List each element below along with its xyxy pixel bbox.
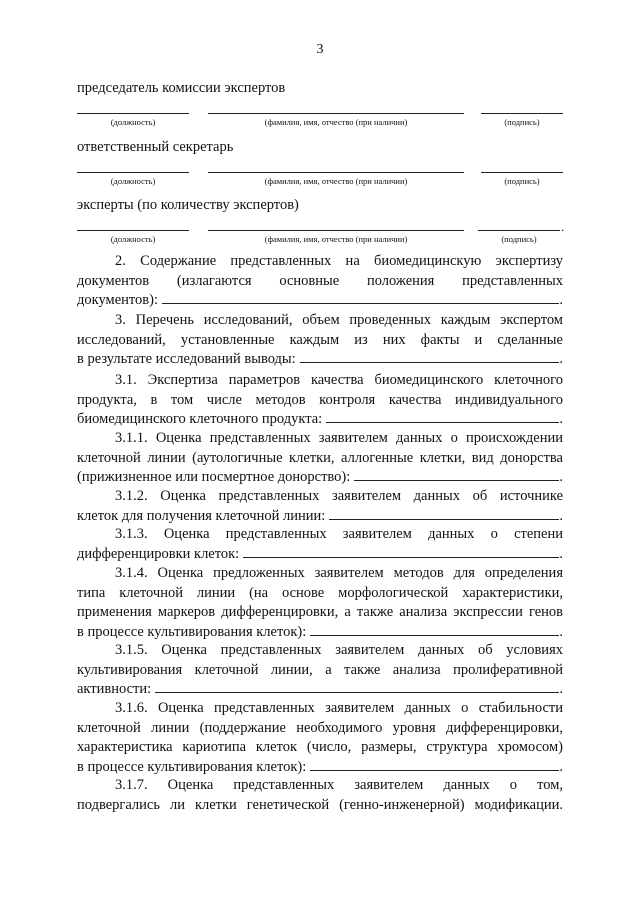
position-caption: (должность)	[110, 176, 156, 186]
line-text: документов (излагаются основные положения представленных	[77, 272, 563, 289]
line-text: клеточной линии (поддержание необходимого уровня дифференцировки,	[77, 719, 563, 736]
section-line	[77, 776, 563, 796]
name-caption: (фамилия, имя, отчество (при наличии)	[264, 117, 408, 127]
name-caption: (фамилия, имя, отчество (при наличии)	[264, 234, 408, 244]
name-line	[208, 172, 464, 173]
line-text: клеточной линии (аутологичные клетки, аллогенные клетки, вид донорства	[77, 449, 563, 466]
name-caption: (фамилия, имя, отчество (при наличии)	[264, 176, 408, 186]
fill-in-line[interactable]	[243, 545, 559, 558]
line-text: 3.1.7. Оценка представленных заявителем данных о том,	[115, 777, 563, 793]
section-line	[77, 641, 563, 661]
line-text: 3.1.6. Оценка представленных заявителем данных о стабильности	[115, 700, 563, 716]
line-text: исследований, установленные каждым из них факты и сделанные	[77, 331, 563, 348]
line-text: 3. Перечень исследований, объем проведенных каждым экспертом	[115, 312, 563, 328]
period-mark: .	[559, 507, 563, 524]
chairman-signature-row	[0, 113, 640, 137]
section-line	[77, 758, 563, 778]
period-mark: .	[559, 292, 563, 308]
section-2	[77, 252, 563, 311]
line-text: 3.1.5. Оценка представленных заявителем данных об условиях	[115, 642, 563, 658]
chairman-title: председатель комиссии экспертов	[77, 80, 286, 96]
line-text: в процессе культивирования клеток):	[77, 623, 307, 640]
section-line	[77, 487, 563, 507]
fill-in-line[interactable]	[354, 468, 559, 481]
section-3-1-3	[77, 525, 563, 564]
experts-title: эксперты (по количеству экспертов)	[77, 197, 299, 213]
period-mark: .	[559, 469, 563, 485]
signature-line	[481, 113, 563, 114]
signature-line	[481, 172, 563, 173]
section-3-1	[77, 371, 563, 430]
position-line	[77, 230, 189, 231]
section-line	[77, 350, 563, 370]
fill-in-line[interactable]	[300, 350, 560, 363]
line-text: клеток для получения клеточной линии:	[77, 507, 326, 524]
section-line	[77, 699, 563, 719]
position-caption: (должность)	[110, 117, 156, 127]
period-mark: .	[559, 545, 563, 562]
section-3-1-5	[77, 641, 563, 700]
line-text: применения маркеров дифференцировки, а также анализа экспрессии генов	[77, 604, 563, 620]
section-line	[77, 661, 563, 681]
line-text: культивирования клеточной линии, а также анализа пролиферативной	[77, 661, 563, 678]
fill-in-line[interactable]	[162, 291, 559, 304]
name-line	[208, 113, 464, 114]
section-3-1-1	[77, 429, 563, 488]
section-line	[77, 623, 563, 643]
section-line	[77, 584, 563, 604]
line-text: (прижизненное или посмертное донорство):	[77, 469, 351, 485]
page-number: 3	[316, 42, 324, 57]
section-3-1-7	[77, 776, 563, 815]
section-line	[77, 252, 563, 272]
period-mark: .	[561, 219, 565, 234]
position-caption: (должность)	[110, 234, 156, 244]
line-text: 3.1.3. Оценка представленных заявителем данных о степени	[115, 526, 563, 542]
line-text: подвергались ли клетки генетической (генно-инженерной) модификации.	[77, 796, 563, 813]
section-line	[77, 391, 563, 411]
section-3-1-4	[77, 564, 563, 642]
secretary-signature-row	[0, 172, 640, 196]
line-text: 3.1.4. Оценка предложенных заявителем методов для определения	[115, 565, 563, 581]
section-line	[77, 291, 563, 311]
line-text: 3.1.2. Оценка представленных заявителем данных об источнике	[115, 488, 563, 504]
section-line	[77, 564, 563, 584]
section-line	[77, 371, 563, 391]
section-line	[77, 311, 563, 331]
line-text: дифференцировки клеток:	[77, 545, 240, 562]
line-text: в результате исследований выводы:	[77, 351, 296, 367]
experts-signature-row	[0, 219, 640, 254]
line-text: 3.1. Экспертиза параметров качества биомедицинского клеточного	[115, 372, 563, 388]
line-text: активности:	[77, 681, 152, 697]
secretary-title: ответственный секретарь	[77, 139, 234, 155]
line-text: 2. Содержание представленных на биомедицинскую экспертизу	[115, 253, 563, 269]
section-line	[77, 603, 563, 623]
line-text: в процессе культивирования клеток):	[77, 758, 307, 775]
section-line	[77, 680, 563, 700]
fill-in-line[interactable]	[310, 623, 559, 636]
section-line	[77, 525, 563, 545]
line-text: биомедицинского клеточного продукта:	[77, 411, 323, 427]
period-mark: .	[559, 351, 563, 367]
name-line	[208, 230, 464, 231]
position-line	[77, 172, 189, 173]
section-line	[77, 507, 563, 527]
section-line	[77, 449, 563, 469]
section-line	[77, 331, 563, 351]
position-line	[77, 113, 189, 114]
section-line	[77, 272, 563, 292]
section-line	[77, 410, 563, 430]
period-mark: .	[559, 411, 563, 427]
line-text: документов):	[77, 292, 158, 308]
signature-caption: (подпись)	[504, 176, 540, 186]
line-text: продукта, в том числе методов контроля качества индивидуального	[77, 391, 563, 408]
section-3-1-2	[77, 487, 563, 526]
fill-in-line[interactable]	[155, 680, 559, 693]
period-mark: .	[559, 623, 563, 640]
line-text: характеристика кариотипа клеток (число, размеры, структура хромосом)	[77, 739, 563, 755]
fill-in-line[interactable]	[310, 758, 559, 771]
section-line	[77, 545, 563, 565]
signature-line	[478, 230, 560, 231]
section-3-1-6	[77, 699, 563, 777]
period-mark: .	[559, 681, 563, 697]
period-mark: .	[559, 758, 563, 775]
section-3	[77, 311, 563, 370]
line-text: типа клеточной линии (на основе морфологической характеристики,	[77, 584, 563, 601]
section-line	[77, 738, 563, 758]
section-line	[77, 429, 563, 449]
section-line	[77, 719, 563, 739]
fill-in-line[interactable]	[326, 410, 559, 423]
signature-caption: (подпись)	[504, 117, 540, 127]
signature-caption: (подпись)	[501, 234, 537, 244]
section-line	[77, 796, 563, 816]
section-line	[77, 468, 563, 488]
fill-in-line[interactable]	[329, 507, 559, 520]
line-text: 3.1.1. Оценка представленных заявителем данных о происхождении	[115, 430, 563, 446]
